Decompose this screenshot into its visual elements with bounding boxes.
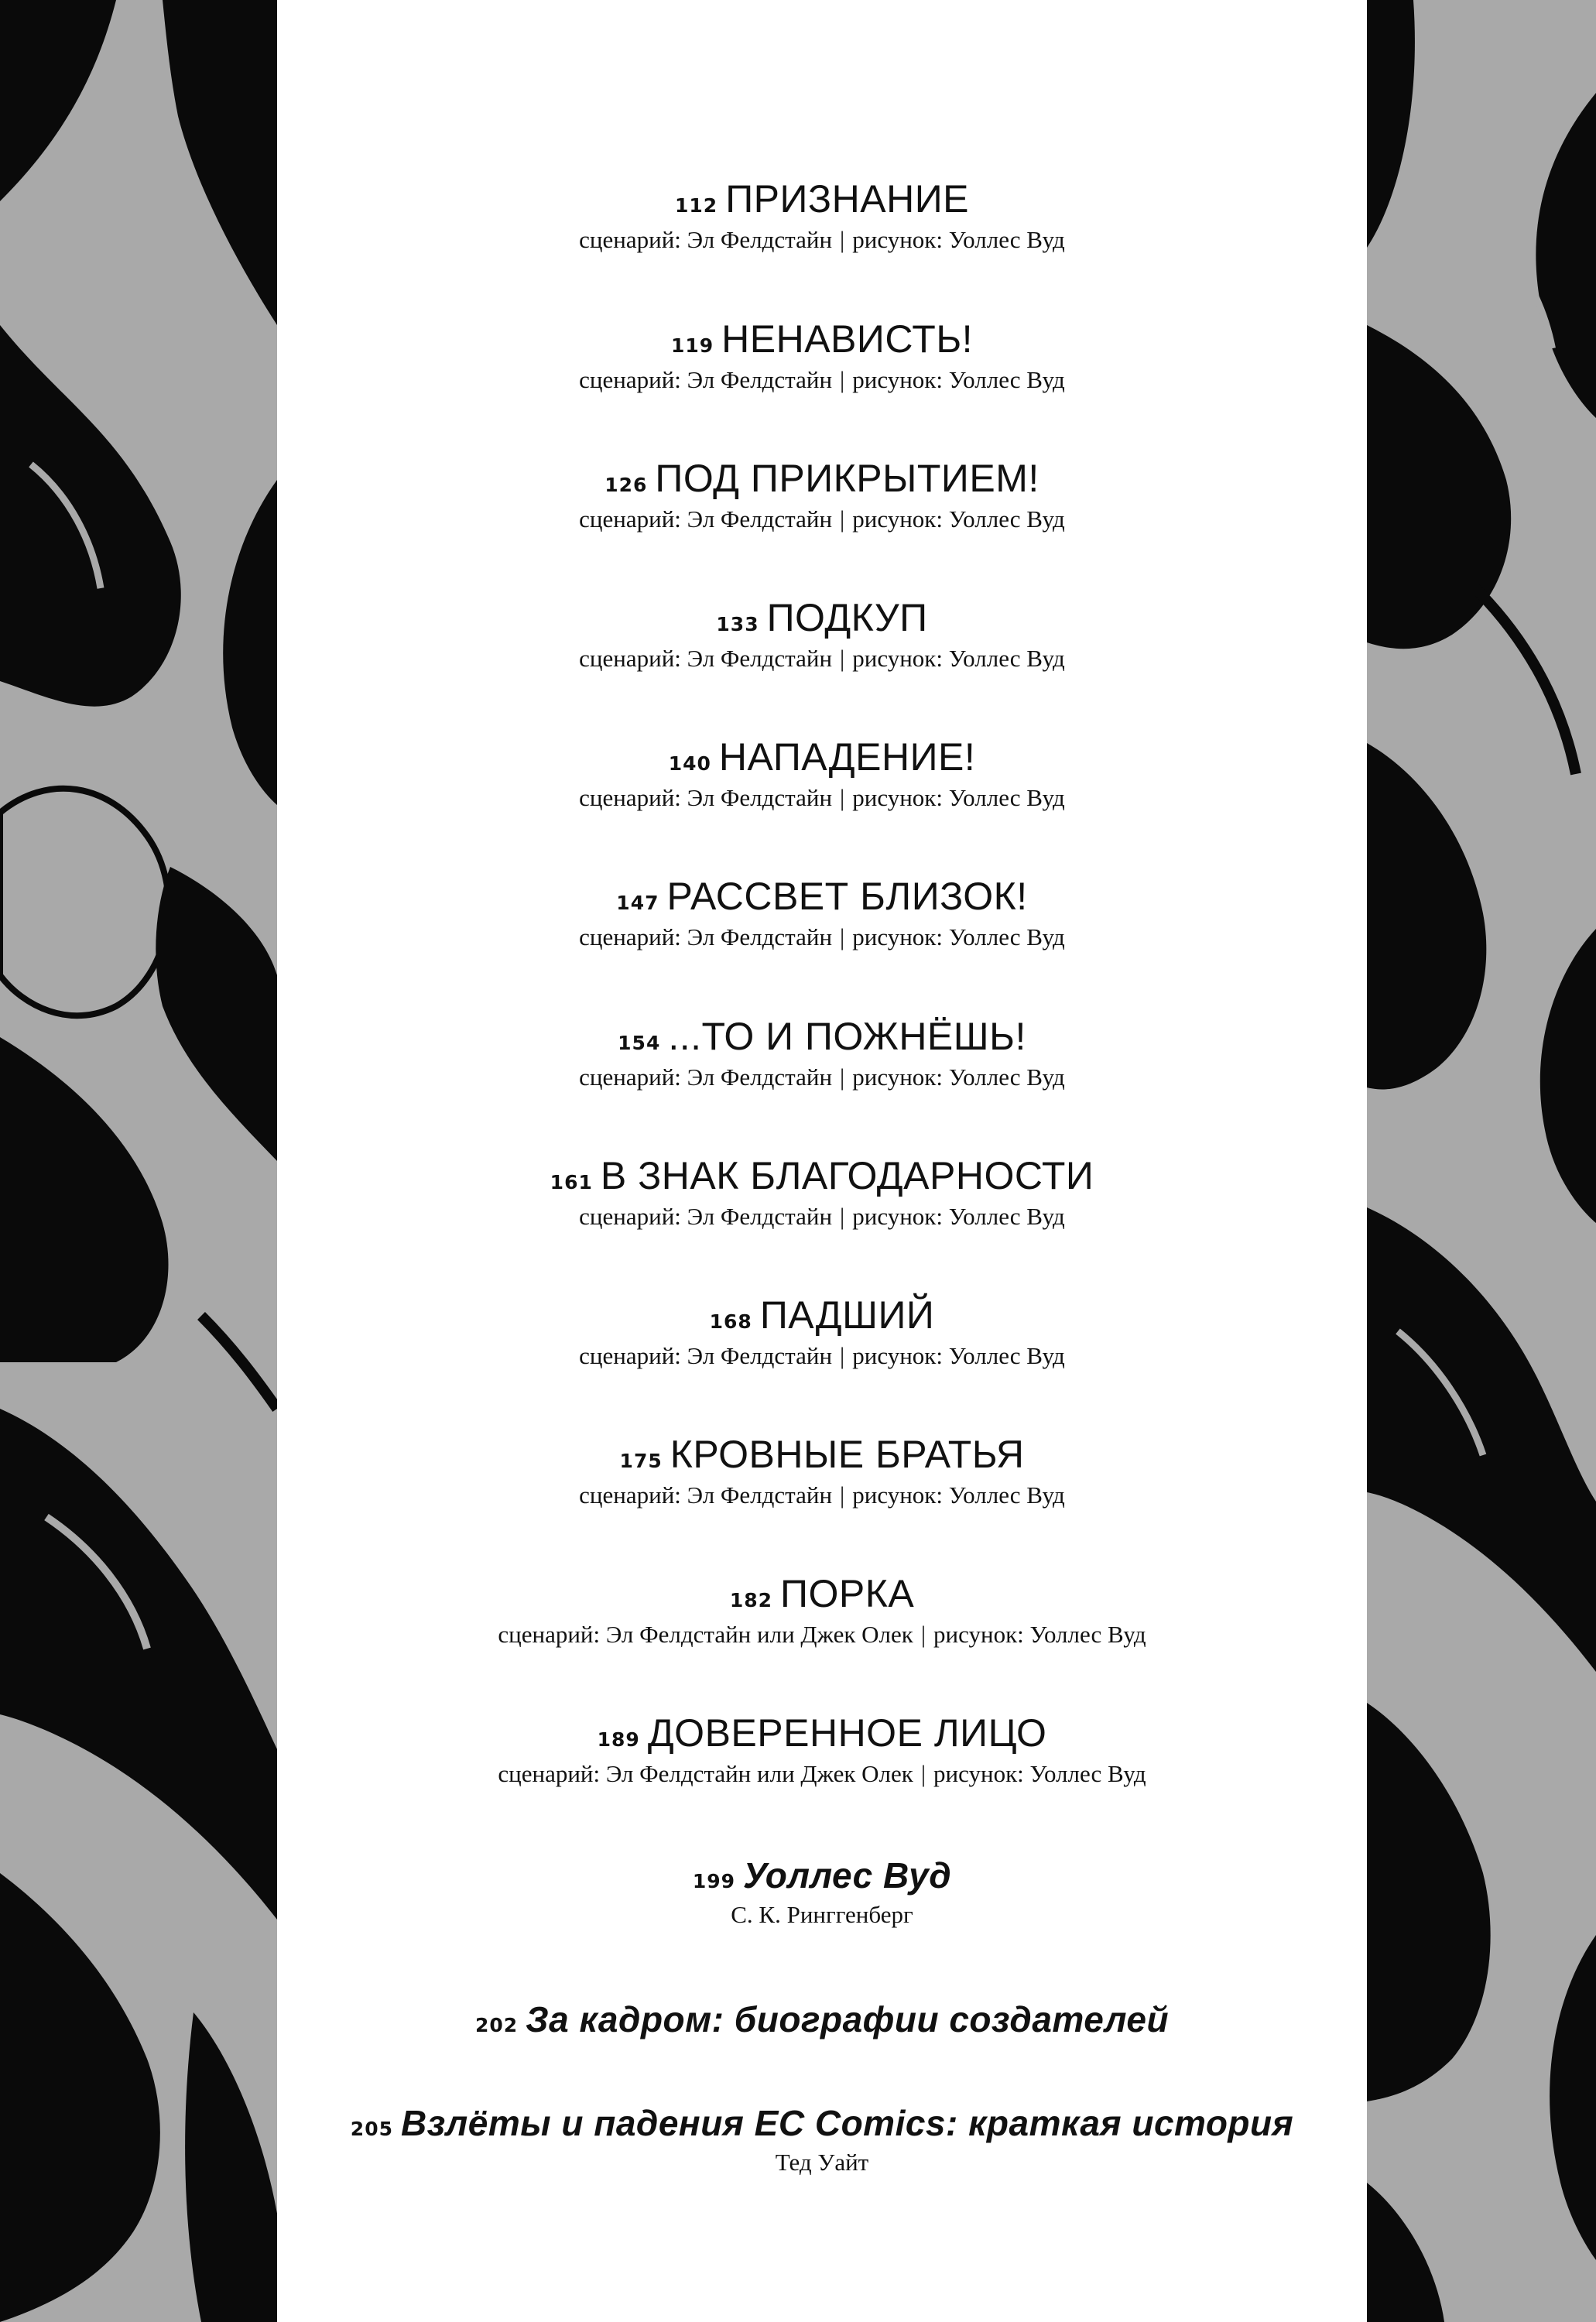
article-title: Уоллес Вуд bbox=[743, 1855, 952, 1896]
right-artwork-margin bbox=[1367, 0, 1596, 2322]
page-number: 161 bbox=[550, 1171, 593, 1194]
artist-credit: рисунок: Уоллес Вуд bbox=[852, 1063, 1065, 1091]
story-title: ПОДКУП bbox=[766, 596, 928, 639]
story-credits bbox=[277, 1760, 1367, 1788]
artist-credit: рисунок: Уоллес Вуд bbox=[852, 923, 1065, 950]
left-artwork-illustration bbox=[0, 0, 277, 2322]
writer-credit: сценарий: Эл Фелдстайн bbox=[579, 1342, 833, 1369]
toc-entry bbox=[277, 1711, 1367, 1788]
toc-extra-entry bbox=[277, 2105, 1367, 2176]
story-credits bbox=[277, 226, 1367, 254]
artist-credit: рисунок: Уоллес Вуд bbox=[933, 1621, 1146, 1648]
article-title: За кадром: биографии создателей bbox=[526, 1999, 1170, 2039]
toc-entry bbox=[277, 735, 1367, 812]
page-number: 175 bbox=[619, 1450, 663, 1472]
artist-credit: рисунок: Уоллес Вуд bbox=[852, 645, 1065, 672]
toc-entry bbox=[277, 459, 1367, 533]
page-number: 147 bbox=[616, 892, 659, 914]
toc-entry bbox=[277, 1574, 1367, 1649]
story-title: ПРИЗНАНИЕ bbox=[725, 177, 969, 221]
story-credits bbox=[277, 1621, 1367, 1649]
story-credits bbox=[277, 784, 1367, 812]
story-title: КРОВНЫЕ БРАТЬЯ bbox=[670, 1433, 1025, 1476]
writer-credit: сценарий: Эл Фелдстайн или Джек Олек bbox=[498, 1760, 913, 1787]
page-number: 202 bbox=[474, 2014, 519, 2036]
article-title: Взлёты и падения EC Comics: краткая история bbox=[400, 2103, 1294, 2143]
artist-credit: рисунок: Уоллес Вуд bbox=[852, 226, 1065, 253]
toc-extra-entry bbox=[277, 1999, 1367, 2039]
author-credit: С. К. Ринггенберг bbox=[731, 1901, 913, 1928]
page-number: 189 bbox=[597, 1728, 640, 1751]
story-title: В ЗНАК БЛАГОДАРНОСТИ bbox=[600, 1154, 1094, 1197]
story-credits bbox=[277, 1481, 1367, 1509]
artist-credit: рисунок: Уоллес Вуд bbox=[852, 505, 1065, 533]
credit-separator: | bbox=[840, 226, 845, 253]
story-title: НАПАДЕНИЕ! bbox=[718, 735, 976, 779]
toc-entry bbox=[277, 177, 1367, 254]
writer-credit: сценарий: Эл Фелдстайн bbox=[579, 784, 833, 811]
toc-entry bbox=[277, 598, 1367, 673]
artist-credit: рисунок: Уоллес Вуд bbox=[852, 1342, 1065, 1369]
page-number: 168 bbox=[709, 1310, 752, 1333]
story-title: ПОД ПРИКРЫТИЕМ! bbox=[655, 457, 1039, 500]
writer-credit: сценарий: Эл Фелдстайн bbox=[579, 226, 833, 253]
writer-credit: сценарий: Эл Фелдстайн bbox=[579, 1481, 833, 1509]
page-number: 126 bbox=[604, 474, 648, 496]
page-number: 205 bbox=[350, 2118, 393, 2140]
credit-separator: | bbox=[920, 1621, 926, 1648]
credit-separator: | bbox=[840, 1342, 845, 1369]
story-credits bbox=[277, 366, 1367, 394]
toc-entry bbox=[277, 317, 1367, 394]
story-credits bbox=[277, 923, 1367, 951]
writer-credit: сценарий: Эл Фелдстайн bbox=[579, 505, 833, 533]
artist-credit: рисунок: Уоллес Вуд bbox=[852, 784, 1065, 811]
artist-credit: рисунок: Уоллес Вуд bbox=[852, 366, 1065, 393]
credit-separator: | bbox=[840, 645, 845, 672]
writer-credit: сценарий: Эл Фелдстайн bbox=[579, 366, 833, 393]
story-title: ПОРКА bbox=[780, 1572, 915, 1615]
page-number: 140 bbox=[668, 752, 711, 775]
page-number: 199 bbox=[692, 1870, 736, 1892]
artist-credit: рисунок: Уоллес Вуд bbox=[852, 1481, 1065, 1509]
story-title: ДОВЕРЕННОЕ ЛИЦО bbox=[647, 1711, 1047, 1755]
credit-separator: | bbox=[920, 1760, 926, 1787]
story-credits bbox=[277, 505, 1367, 533]
writer-credit: сценарий: Эл Фелдстайн bbox=[579, 1203, 833, 1230]
page-number: 182 bbox=[729, 1589, 773, 1611]
story-credits bbox=[277, 645, 1367, 673]
credit-separator: | bbox=[840, 784, 845, 811]
credit-separator: | bbox=[840, 923, 845, 950]
story-title: ...ТО И ПОЖНЁШЬ! bbox=[668, 1015, 1026, 1058]
story-credits bbox=[277, 1342, 1367, 1370]
story-title: НЕНАВИСТЬ! bbox=[721, 317, 974, 361]
credit-separator: | bbox=[840, 1063, 845, 1091]
toc-entry bbox=[277, 1435, 1367, 1509]
page-number: 133 bbox=[716, 613, 759, 635]
artist-credit: рисунок: Уоллес Вуд bbox=[852, 1203, 1065, 1230]
page-number: 119 bbox=[670, 334, 714, 357]
credit-separator: | bbox=[840, 1203, 845, 1230]
credit-separator: | bbox=[840, 366, 845, 393]
writer-credit: сценарий: Эл Фелдстайн или Джек Олек bbox=[498, 1621, 913, 1648]
author-credit: Тед Уайт bbox=[775, 2149, 869, 2176]
page-number: 154 bbox=[618, 1032, 661, 1054]
story-title: ПАДШИЙ bbox=[759, 1293, 935, 1337]
writer-credit: сценарий: Эл Фелдстайн bbox=[579, 1063, 833, 1091]
right-artwork-illustration bbox=[1367, 0, 1596, 2322]
left-artwork-margin bbox=[0, 0, 277, 2322]
page-number: 112 bbox=[675, 194, 718, 217]
credit-separator: | bbox=[840, 1481, 845, 1509]
writer-credit: сценарий: Эл Фелдстайн bbox=[579, 923, 833, 950]
credit-separator: | bbox=[840, 505, 845, 533]
toc-entry bbox=[277, 1293, 1367, 1370]
story-title: РАССВЕТ БЛИЗОК! bbox=[666, 875, 1028, 918]
artist-credit: рисунок: Уоллес Вуд bbox=[933, 1760, 1146, 1787]
writer-credit: сценарий: Эл Фелдстайн bbox=[579, 645, 833, 672]
toc-entry bbox=[277, 1156, 1367, 1231]
toc-extra-entry bbox=[277, 1855, 1367, 1929]
toc-entry bbox=[277, 877, 1367, 951]
story-credits bbox=[277, 1063, 1367, 1091]
story-credits bbox=[277, 1203, 1367, 1231]
toc-entry bbox=[277, 1017, 1367, 1091]
